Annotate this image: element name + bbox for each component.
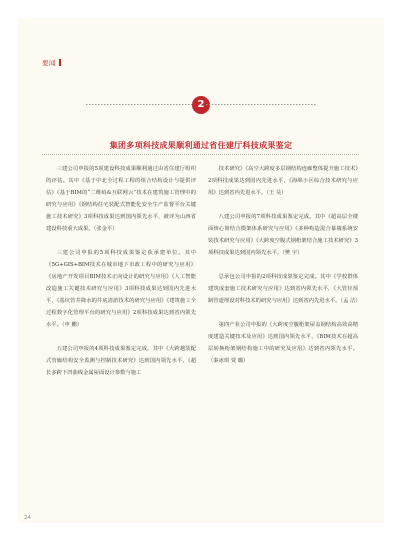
magazine-page xyxy=(18,18,384,523)
divider-line-left xyxy=(86,104,196,105)
headline-rule xyxy=(42,154,360,155)
divider-line-right xyxy=(206,104,316,105)
left-column xyxy=(46,163,196,391)
paragraph: 第四产业公司申报的《大跨度空腹桁架屋盖钢结构高效高精度建造关键技术及应用》达到国内领先水平，《BIM技术在超高层转换桁架钢结构施工中的研究及应用》达到省内领先水平。（秦冰琪 贾 璐） xyxy=(208,322,358,364)
page-number: 24 xyxy=(24,515,31,521)
section-divider xyxy=(18,96,384,114)
section-number-badge: 2 xyxy=(192,96,210,114)
paragraph: 八建公司申报的7项科技成果鉴定完成。其中《超高层全楼面核心筒结合模架体系研究与应用》《多种构造混合幕墙系统安装技术研究与应用》《大跨度空腹式钢桁架结合施工技术研究》3项科技成果达到国内领先水平。（樊 宇） xyxy=(208,214,358,256)
paragraph: 三建公司申报的5项科技成果鉴定获承建单位。其中《5G+GIS+BIM技术在城市地下市政工程中的研究与应用》《房地产开发项目BIM技术正向设计的研究与应用》《人工智能改造施工关键技术研究与应用》3项科技成果达到国内先进水平，《基坑管井降水的井底清淤技术的研究与应用》《建筑施工全过程数字化管理平台的研究与应用》2项科技成果达到省内领先水平。（申 鹏） xyxy=(46,250,196,328)
paragraph: 三建公司申报的5项建设科技成果顺利通过由省住建厅组织的评估。其中《基于中北全过程工程的组合结构设计与提供评估》《基于BIM的“二维码&互联网云”技术在建筑施工管理中的研究与应用》《钢结构住宅装配式智能化安全生产监督平台关键施工技术研究》3项科技成果达到国内领先水平，被评为山西省建设科技重大成果。（张金平） xyxy=(46,166,196,232)
section-label: 要闻 xyxy=(42,58,61,67)
right-column xyxy=(208,163,361,379)
paragraph: 技术研究》《高空大跨度多层钢结构连廊整体提升施工技术》2项科技成果达到国内先进水平，《海绵小区综合技术研究与应用》达到省内先进水平。（王 昊） xyxy=(208,166,358,196)
paragraph: 总承包公司申报的2项科技成果鉴定完成。其中《学校群体建筑成套施工技术研究与应用》达到省内领先水平，《大管径预制管道埋设对科技术的研究与应用》达到省内先进水平。（孟 洁） xyxy=(208,274,361,304)
article-headline: 集团多项科技成果顺利通过省住建厅科技成果鉴定 xyxy=(109,141,293,150)
paragraph: 五建公司申报的4项科技成果鉴定完成。其中《大跨越装配式管廊结构安全监测与控制技术研究》达到国内领先水平，《超长多跨下凹曲线金属屋面设计参数与施工 xyxy=(46,346,196,376)
